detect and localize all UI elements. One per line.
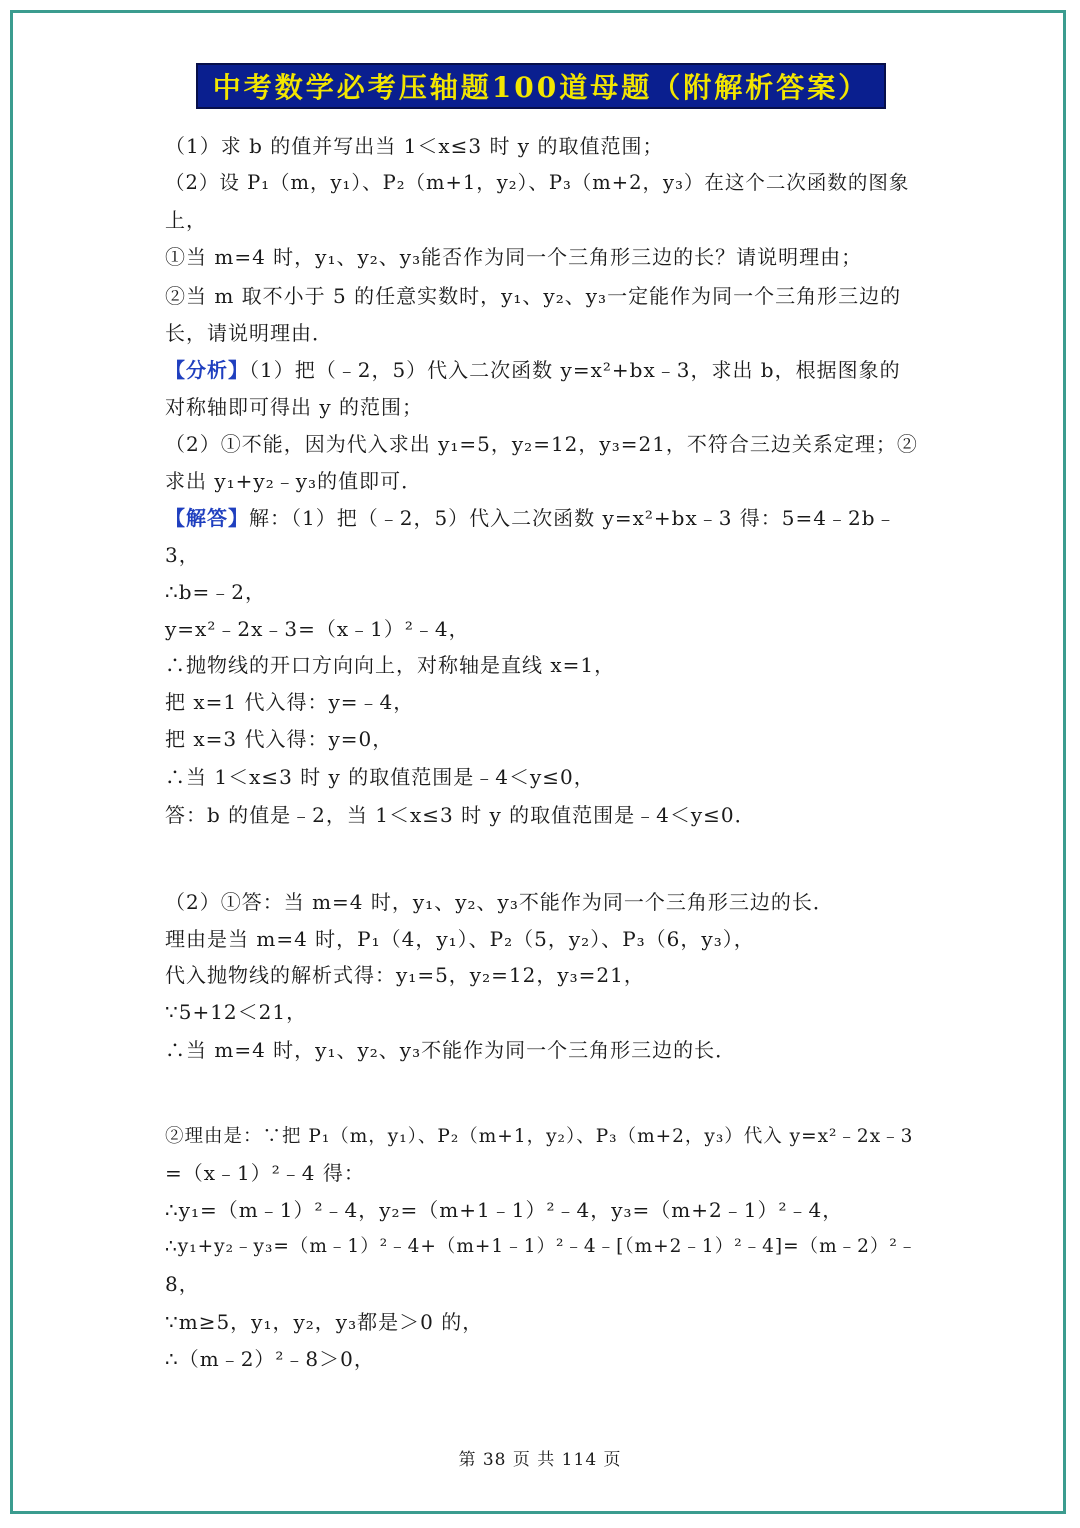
text-line: ∴y₁+y₂﹣y₃=（m﹣1）²﹣4+（m+1﹣1）²﹣4﹣[（m+2﹣1）²﹣4]=（m﹣2）²﹣ xyxy=(165,1236,918,1257)
text-line: （2）设 P₁（m，y₁）、P₂（m+1，y₂）、P₃（m+2，y₃）在这个二次函数的图象 xyxy=(165,171,910,194)
text-line: （2）①不能，因为代入求出 y₁=5，y₂=12，y₃=21，不符合三边关系定理；② xyxy=(165,432,918,456)
answer-line: 【解答】解：（1）把（﹣2，5）代入二次函数 y=x²+bx﹣3 得：5=4﹣2b﹣ xyxy=(165,506,897,530)
text-line: 答：b 的值是﹣2，当 1＜x≤3 时 y 的取值范围是﹣4＜y≤0． xyxy=(165,803,756,827)
text-line: ∴当 1＜x≤3 时 y 的取值范围是﹣4＜y≤0， xyxy=(165,765,595,789)
analysis-tag: 【分析】 xyxy=(165,358,249,382)
text-line: ②当 m 取不小于 5 的任意实数时，y₁、y₂、y₃一定能作为同一个三角形三边的 xyxy=(165,284,902,308)
text-line: 理由是当 m=4 时，P₁（4，y₁）、P₂（5，y₂）、P₃（6，y₃）， xyxy=(165,927,755,951)
text-line: ∴（m﹣2）²﹣8＞0， xyxy=(165,1347,375,1371)
page-number: 第 38 页 共 114 页 xyxy=(458,1450,622,1470)
text-line: 对称轴即可得出 y 的范围； xyxy=(165,395,424,419)
text-line: 把 x=3 代入得：y=0， xyxy=(165,727,394,751)
text-line: ②理由是：∵把 P₁（m，y₁）、P₂（m+1，y₂）、P₃（m+2，y₃）代入 y=x²﹣2x﹣3 xyxy=(165,1126,914,1147)
text-line: （1）求 b 的值并写出当 1＜x≤3 时 y 的取值范围； xyxy=(165,134,664,158)
text-line: ∴当 m=4 时，y₁、y₂、y₃不能作为同一个三角形三边的长． xyxy=(165,1038,737,1062)
text-line: 8， xyxy=(165,1272,200,1296)
text-line: （2）①答：当 m=4 时，y₁、y₂、y₃不能作为同一个三角形三边的长． xyxy=(165,890,834,914)
text-line: y=x²﹣2x﹣3=（x﹣1）²﹣4， xyxy=(165,617,470,641)
answer-tag: 【解答】 xyxy=(165,506,249,530)
text-line: ∴b=﹣2， xyxy=(165,580,267,604)
text-line: =（x﹣1）²﹣4 得： xyxy=(165,1161,365,1185)
text-line: ∵5+12＜21， xyxy=(165,1000,308,1024)
text-line: ①当 m=4 时，y₁、y₂、y₃能否作为同一个三角形三边的长？请说明理由； xyxy=(165,245,863,269)
text-line: ∵m≥5，y₁，y₂，y₃都是＞0 的， xyxy=(165,1310,484,1334)
text-line: ∴y₁=（m﹣1）²﹣4，y₂=（m+1﹣1）²﹣4，y₃=（m+2﹣1）²﹣4， xyxy=(165,1198,844,1222)
text-line: 代入抛物线的解析式得：y₁=5，y₂=12，y₃=21， xyxy=(165,963,645,987)
text-line: 3， xyxy=(165,543,200,567)
text-line: ∴抛物线的开口方向向上，对称轴是直线 x=1， xyxy=(165,653,616,677)
text-line: 上， xyxy=(165,208,207,232)
text-line: 把 x=1 代入得：y=﹣4， xyxy=(165,690,415,714)
text-line: 长，请说明理由． xyxy=(165,321,333,345)
text-line: 求出 y₁+y₂﹣y₃的值即可． xyxy=(165,469,423,493)
document-title: 中考数学必考压轴题100道母题（附解析答案） xyxy=(212,71,870,104)
analysis-line: 【分析】（1）把（﹣2，5）代入二次函数 y=x²+bx﹣3，求出 b，根据图象的 xyxy=(165,358,901,382)
title-banner xyxy=(196,63,886,109)
